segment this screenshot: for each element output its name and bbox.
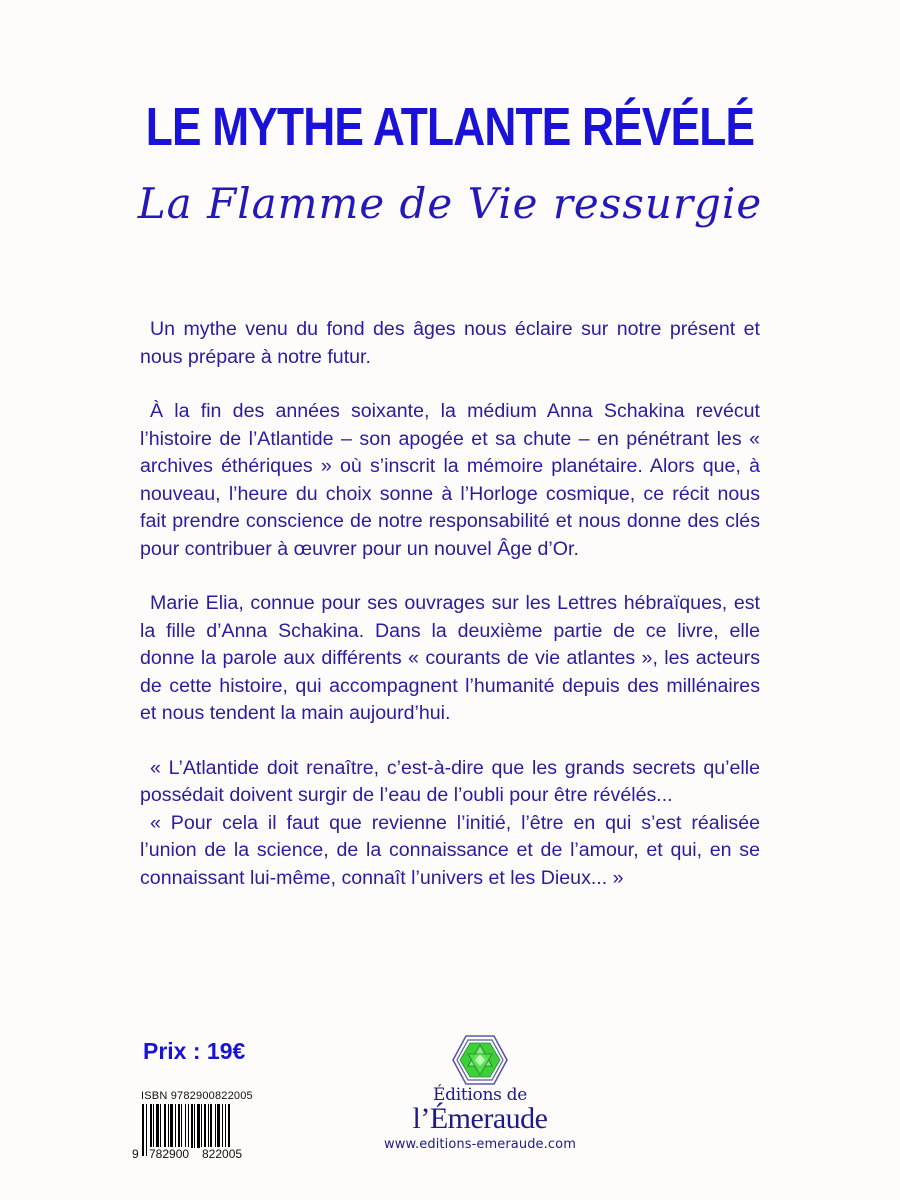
publisher-name-line1: Éditions de <box>433 1085 527 1105</box>
publisher-logo <box>360 1035 600 1152</box>
barcode-digits-left: 782900 <box>149 1147 190 1161</box>
publisher-website-link[interactable]: www.editions-emeraude.com <box>384 1137 576 1152</box>
isbn-label: ISBN 9782900822005 <box>141 1090 253 1102</box>
back-cover-text <box>140 316 760 892</box>
emerald-hexagon-star-icon <box>452 1035 508 1085</box>
publisher-name-line2: l’Émeraude <box>412 1102 548 1135</box>
barcode-digit-prefix: 9 <box>132 1147 139 1161</box>
price-label: Prix : 19€ <box>143 1038 246 1064</box>
book-subtitle: La Flamme de Vie ressurgie <box>137 179 763 228</box>
paragraph-story: À la fin des années soixante, la médium Anna Schakina revécut l’histoire de l’Atlantide – son apogée et sa chute – en pénétrant les « archives éthériques » où s’inscrit la mémoire planétaire. Alors que, à nouveau, l’heure du choix sonne à l’Horloge cosmique, ce récit nous fait prendre conscience de notre responsabilité et nous donne des clés pour contribuer à œuvrer pour un nouvel Âge d’Or. <box>140 400 760 560</box>
paragraph-intro: Un mythe venu du fond des âges nous éclaire sur notre présent et nous prépare à notre futur. <box>140 318 760 368</box>
quote-1: « L’Atlantide doit renaître, c’est-à-dire que les grands secrets qu’elle possédait doivent surgir de l’eau de l’oubli pour être révélés... <box>140 756 760 806</box>
book-title: LE MYTHE ATLANTE RÉVÉLÉ <box>145 97 755 157</box>
barcode-digits-right: 822005 <box>202 1147 243 1161</box>
paragraph-author: Marie Elia, connue pour ses ouvrages sur les Lettres hébraïques, est la fille d’Anna Schakina. Dans la deuxième partie de ce livre, elle donne la parole aux différents « courants de vie atlantes », les acteurs de cette histoire, qui accompagnent l’humanité depuis des millénaires et nous tendent la main aujourd’hui. <box>140 592 760 724</box>
quote-2: « Pour cela il faut que revienne l’initié, l’être en qui s’est réalisée l’union de la science, de la connaissance et de l’amour, et qui, en se connaissant lui-même, connaît l’univers et les Dieux... » <box>140 811 760 889</box>
